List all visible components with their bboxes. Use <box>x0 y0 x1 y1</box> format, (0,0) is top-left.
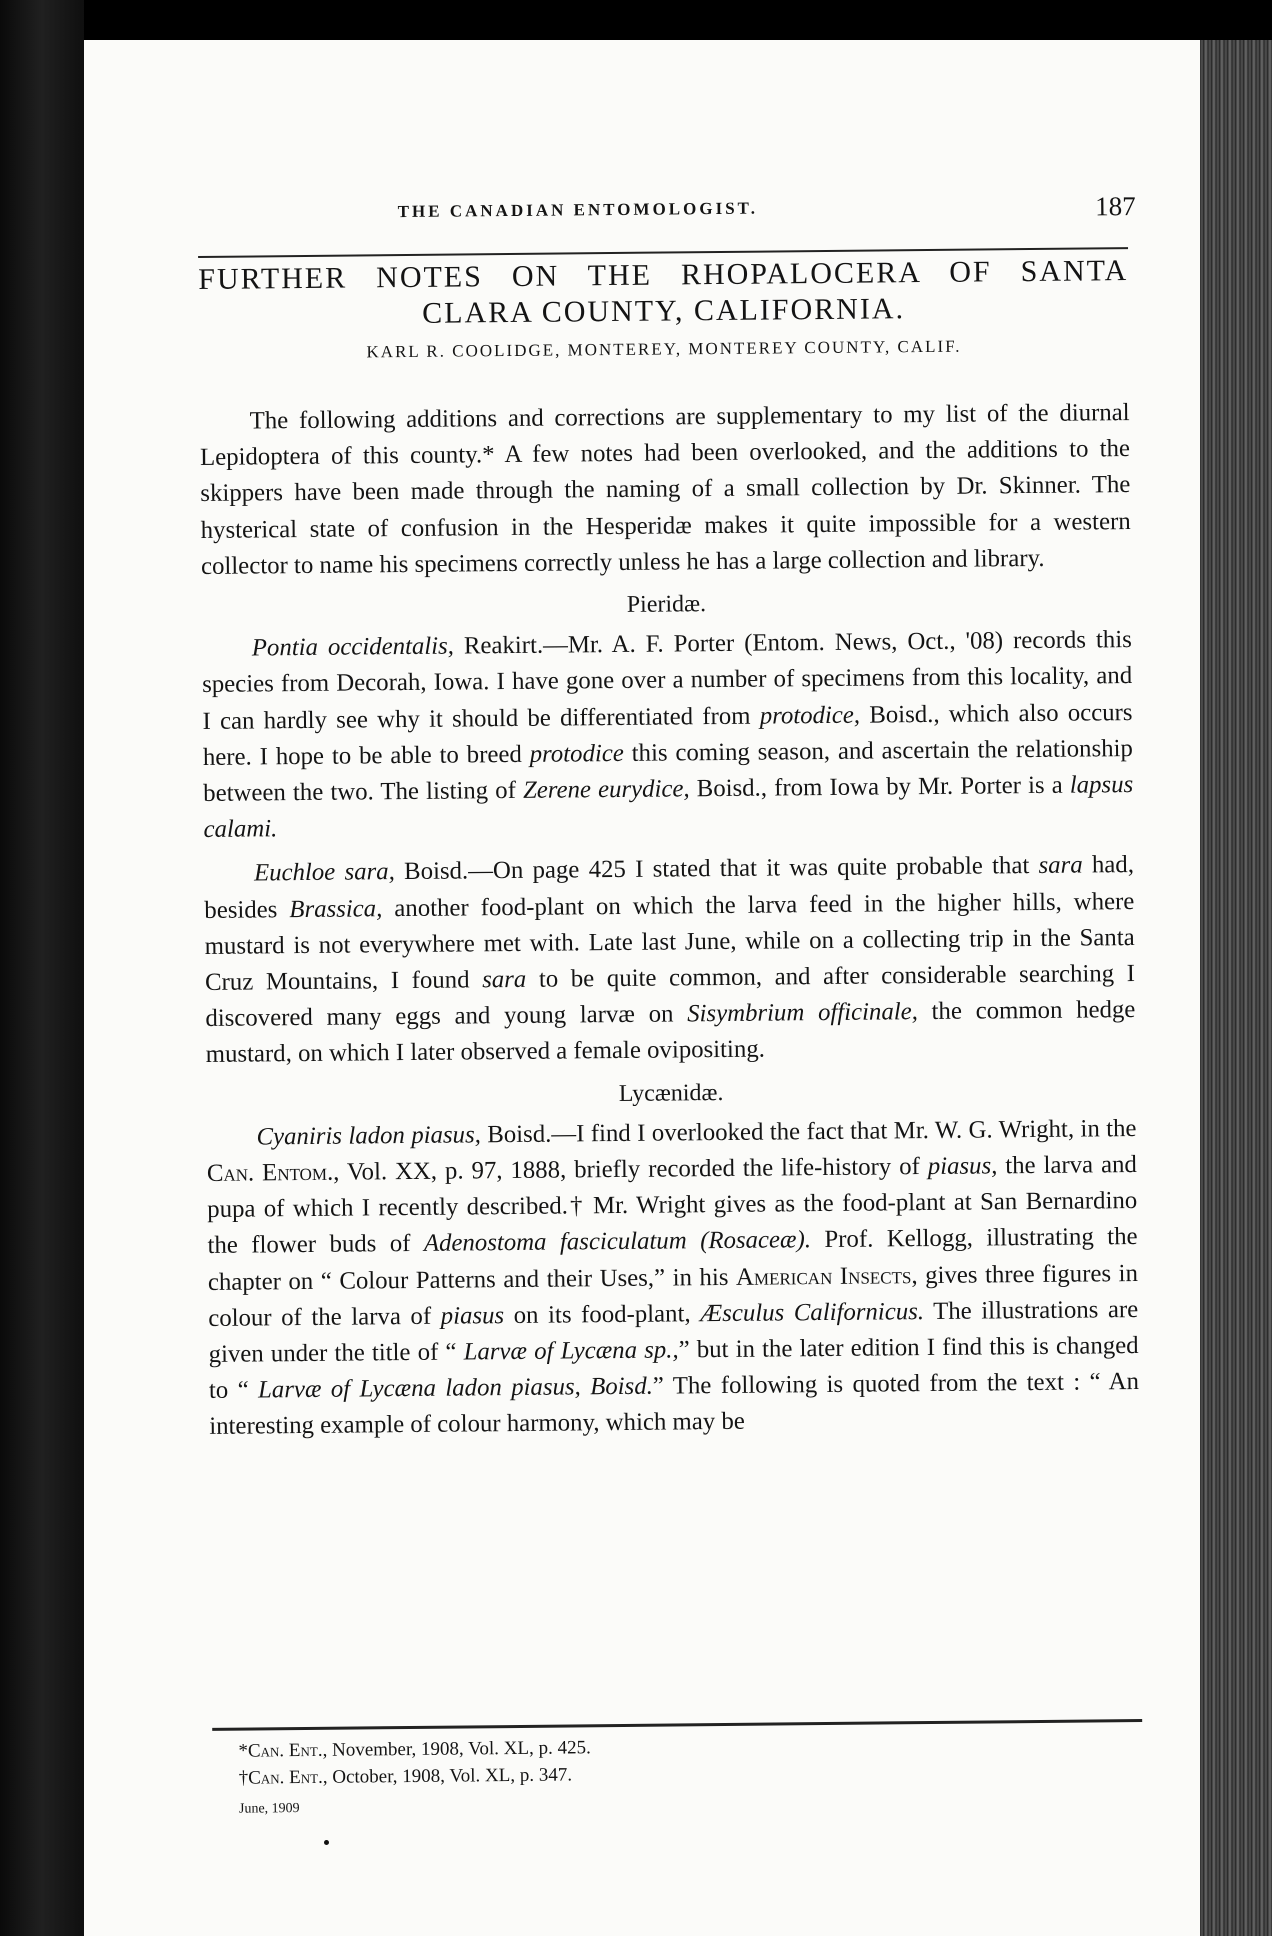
species-name: Adenostoma fasciculatum (Rosaceæ). <box>423 1226 812 1258</box>
footnotes <box>212 1729 1143 1823</box>
text-run: the larva and pupa of which I recently described.† Mr. Wright gives as the food-plant at San Bernardino the flower buds of <box>207 1151 1138 1260</box>
text-run: Boisd.—I find I overlooked the fact that Mr. W. G. Wright, in the <box>480 1114 1137 1149</box>
footnote-mark: * <box>238 1740 249 1762</box>
book-binding-shadow <box>0 0 84 1936</box>
figure-title: Larvæ of Lycæna sp., <box>463 1336 679 1366</box>
author-line: KARL R. COOLIDGE, MONTEREY, MONTEREY COUNTY, CALIF. <box>366 336 962 362</box>
figure-title: Larvæ of Lycæna ladon piasus, Boisd. <box>257 1372 653 1404</box>
scanned-page <box>84 40 1200 1936</box>
text-run: ” The following is quoted from the text : “ An interesting example of colour harmony, which may be <box>209 1368 1140 1441</box>
page-number: 187 <box>1094 190 1136 222</box>
species-name: piasus, <box>927 1152 998 1181</box>
species-name: Sisymbrium officinale, <box>687 998 918 1028</box>
species-name: protodice <box>529 739 624 768</box>
title-block <box>198 253 1129 364</box>
footnote-text: November, 1908, Vol. XL, p. 425. <box>327 1737 591 1761</box>
text-run: ” but in the later edition I find this is changed to “ <box>208 1332 1139 1405</box>
text-run: Boisd.—On page 425 I stated that it was quite probable that <box>394 852 1039 886</box>
species-name: Æsculus Californicus. <box>700 1297 925 1328</box>
book-title: American Insects, <box>735 1261 918 1291</box>
footnote-source: Can. Ent., <box>248 1766 328 1789</box>
paragraph-cyaniris <box>206 1111 1139 1446</box>
footnote-text: October, 1908, Vol. XL, p. 347. <box>327 1764 573 1788</box>
paragraph-pontia <box>202 622 1134 848</box>
text-run: gives three figures in colour of the larva of <box>208 1259 1139 1332</box>
text-run: Reakirt.—Mr. A. F. Porter (Entom. News, Oct., '08) records this species from Decorah, Iowa. I have gone over a number of specimens from this locality, and I can hardly see why it should be differentiated from <box>202 626 1133 735</box>
species-name: Cyaniris ladon piasus, <box>256 1121 481 1151</box>
text-run: had, besides <box>204 851 1135 924</box>
species-name: Pontia occidentalis, <box>251 632 455 662</box>
text-run: this coming season, and ascertain the relationship between the two. The listing of <box>203 734 1133 807</box>
running-head: THE CANADIAN ENTOMOLOGIST. <box>397 198 759 222</box>
article-title: FURTHER NOTES ON THE RHOPALOCERA OF SANTA CLARA COUNTY, CALIFORNIA. <box>198 254 1129 330</box>
species-name: Zerene eurydice, <box>522 775 690 804</box>
scan-speck <box>324 1840 329 1845</box>
text-run: Boisd., from Iowa by Mr. Porter is a <box>689 771 1070 803</box>
issue-date: June, 1909 <box>238 1801 300 1817</box>
text-run: the common hedge mustard, on which I later observed a female ovipositing. <box>205 996 1136 1069</box>
article-body <box>199 395 1139 1446</box>
section-heading-lycaenidae: Lycænidæ. <box>618 1079 724 1107</box>
text-run: another food-plant on which the larva feed in the higher hills, where mustard is not everywhere met with. Late last June, while on a collecting trip in the Santa Cruz Mountains, I found <box>204 887 1135 997</box>
footnote-source: Can. Ent., <box>247 1739 328 1762</box>
page-header <box>198 189 1136 238</box>
text-run: The illustrations are given under the title of “ <box>208 1295 1139 1369</box>
text-run: on its food-plant, <box>503 1300 701 1329</box>
book-page-edges <box>1196 40 1272 1936</box>
species-name: Brassica, <box>289 894 383 923</box>
intro-paragraph: The following additions and corrections are supplementary to my list of the diurnal Lepidoptera of this county.* A few notes had been overlooked, and the additions to the skippers have been made through the naming of a small collection by Dr. Skinner. The hysterical state of confusion in the Hesperidæ makes it quite impossible for a western collector to name his specimens correctly unless he has a large collection and library. <box>199 399 1131 580</box>
section-heading-pieridae: Pieridæ. <box>626 591 707 618</box>
footnote-mark: † <box>238 1767 249 1789</box>
species-name: sara <box>1038 851 1083 880</box>
text-run: Boisd., which also occurs here. I hope to be able to breed <box>202 698 1133 771</box>
text-run: to be quite common, and after considerable searching I discovered many eggs and young larvæ on <box>205 960 1136 1033</box>
species-name: Euchloe sara, <box>253 858 395 887</box>
text-run: Prof. Kellogg, illustrating the chapter on “ Colour Patterns and their Uses,” in his <box>207 1223 1138 1296</box>
species-name: sara <box>482 965 527 994</box>
journal-abbreviation: Can. Entom., <box>206 1158 340 1188</box>
latin-phrase: lapsus calami. <box>203 771 1134 844</box>
species-name: piasus <box>440 1301 505 1330</box>
paragraph-euchloe <box>204 847 1136 1073</box>
species-name: protodice, <box>759 701 861 730</box>
text-run: Vol. XX, p. 97, 1888, briefly recorded the life-history of <box>339 1153 928 1186</box>
footnote-rule <box>212 1719 1142 1731</box>
